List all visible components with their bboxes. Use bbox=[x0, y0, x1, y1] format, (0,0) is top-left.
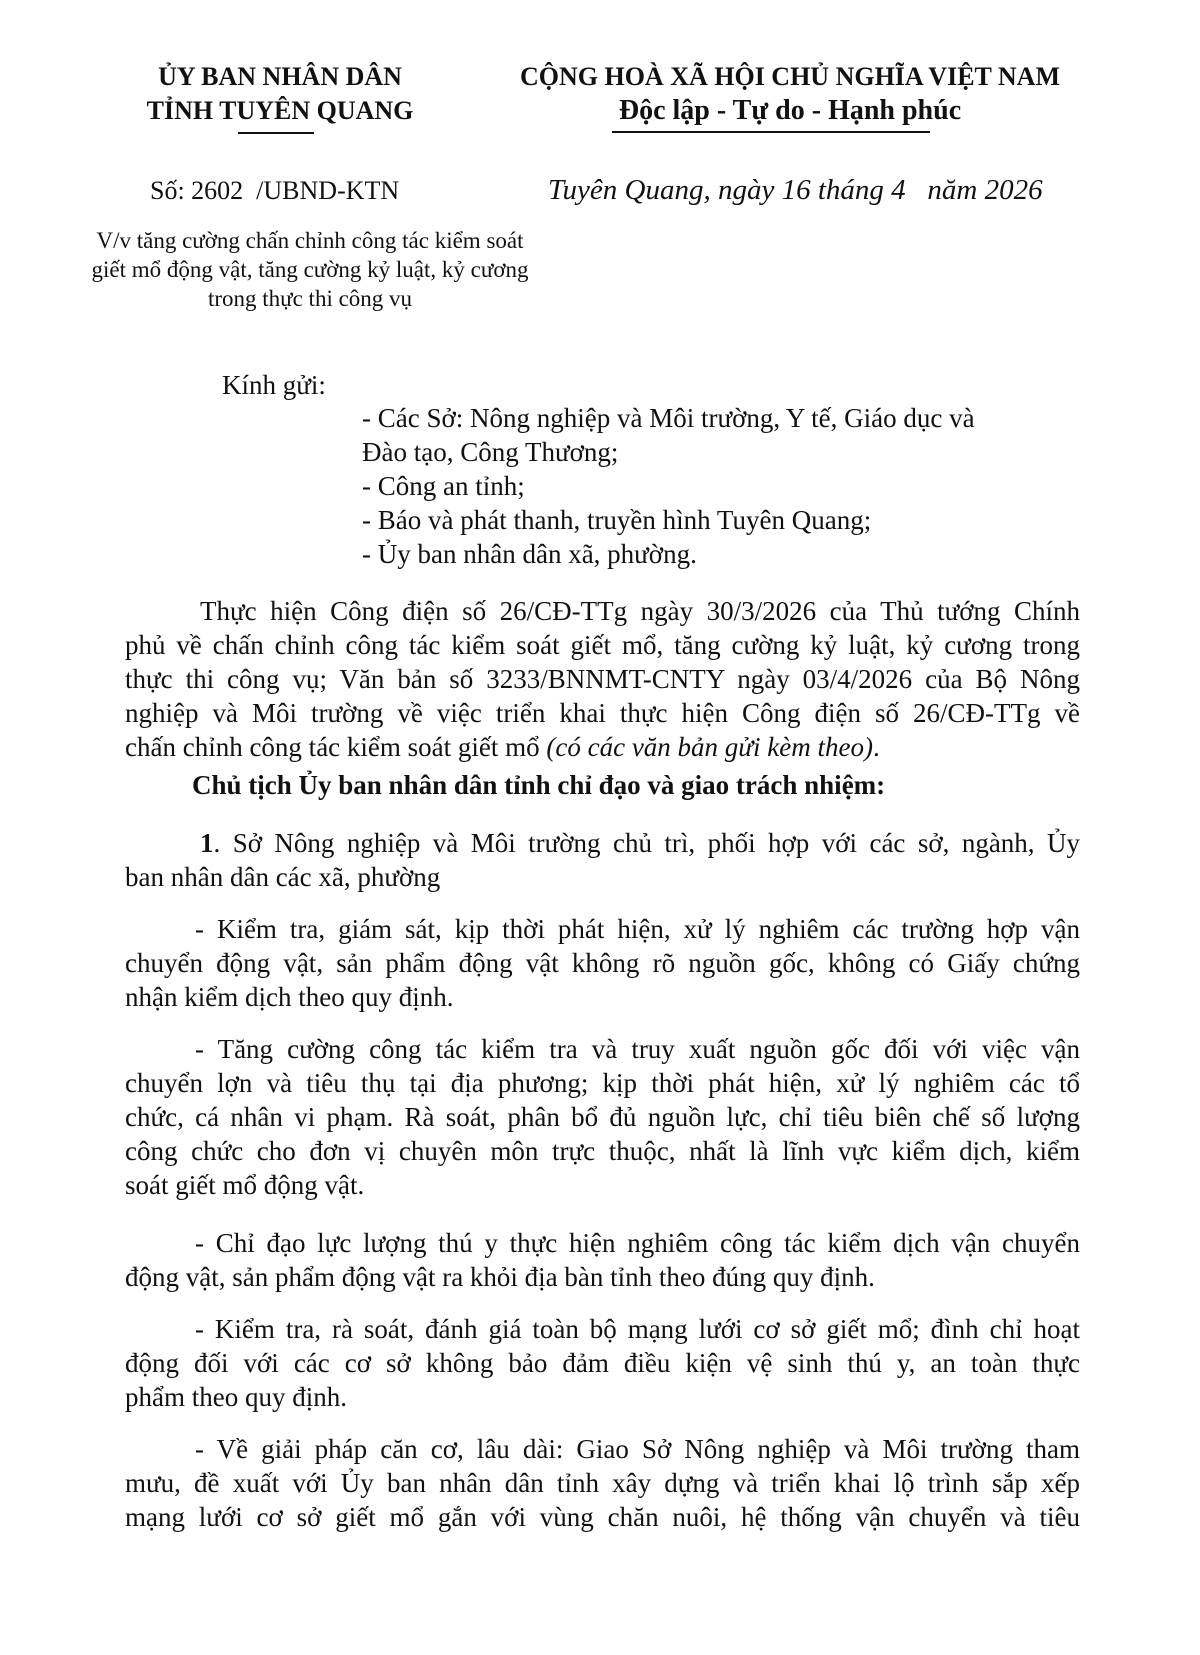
paragraph-line: chuyển động vật, sản phẩm động vật không rõ nguồn gốc, không có Giấy chứng bbox=[125, 948, 1080, 978]
agency-name-line1: ỦY BAN NHÂN DÂN bbox=[158, 62, 402, 91]
item-number: 1 bbox=[200, 828, 214, 858]
bullet-paragraph bbox=[125, 1032, 1080, 1202]
recipient-item: - Công an tỉnh; bbox=[362, 471, 525, 501]
paragraph-line: chuyển lợn và tiêu thụ tại địa phương; kịp thời phát hiện, xử lý nghiêm các tổ bbox=[125, 1068, 1080, 1098]
paragraph-line: soát giết mổ động vật. bbox=[125, 1170, 365, 1200]
intro-paragraph bbox=[125, 594, 1080, 764]
paragraph-line: phẩm theo quy định. bbox=[125, 1382, 347, 1412]
paragraph-line bbox=[125, 730, 1080, 764]
paragraph-line: công chức cho đơn vị chuyên môn trực thuộc, nhất là lĩnh vực kiểm dịch, kiểm bbox=[125, 1136, 1080, 1166]
agency-underline bbox=[238, 132, 314, 134]
paragraph-line: - Chỉ đạo lực lượng thú y thực hiện nghiêm công tác kiểm dịch vận chuyển bbox=[195, 1228, 1080, 1258]
paragraph-line: chức, cá nhân vi phạm. Rà soát, phân bổ đủ nguồn lực, chỉ tiêu biên chế số lượng bbox=[125, 1102, 1080, 1132]
recipient-item: - Các Sở: Nông nghiệp và Môi trường, Y tế, Giáo dục và bbox=[362, 403, 975, 433]
bullet-paragraph bbox=[125, 1432, 1080, 1534]
recipient-item: Đào tạo, Công Thương; bbox=[362, 437, 619, 467]
recipient-item: - Ủy ban nhân dân xã, phường. bbox=[362, 539, 697, 569]
issuing-agency bbox=[130, 60, 430, 128]
subject-line: trong thực thi công vụ bbox=[207, 286, 413, 311]
paragraph-line: thực thi công vụ; Văn bản số 3233/BNNMT-CNTY ngày 03/4/2026 của Bộ Nông bbox=[125, 664, 1080, 694]
nation-name: CỘNG HOÀ XÃ HỘI CHỦ NGHĨA VIỆT NAM bbox=[519, 62, 1061, 91]
subject-line: giết mổ động vật, tăng cường kỷ luật, kỷ cương bbox=[91, 257, 529, 282]
bullet-paragraph bbox=[125, 912, 1080, 1014]
paragraph-line: phủ về chấn chỉnh công tác kiểm soát giết mổ, tăng cường kỷ luật, kỷ cương trong bbox=[125, 630, 1080, 660]
item-1 bbox=[125, 826, 1080, 894]
paragraph-line: - Về giải pháp căn cơ, lâu dài: Giao Sở Nông nghiệp và Môi trường tham bbox=[195, 1434, 1080, 1464]
national-motto: Độc lập - Tự do - Hạnh phúc bbox=[618, 95, 962, 126]
place-date: Tuyên Quang, ngày 16 tháng 4 năm 2026 bbox=[548, 174, 1043, 206]
recipients-list bbox=[362, 401, 975, 571]
paragraph-line: ban nhân dân các xã, phường bbox=[125, 862, 441, 892]
intro-text: chấn chỉnh công tác kiểm soát giết mổ bbox=[125, 732, 547, 762]
paragraph-line: mưu, đề xuất với Ủy ban nhân dân tỉnh xây dựng và triển khai lộ trình sắp xếp bbox=[125, 1468, 1080, 1498]
attachment-note: (có các văn bản gửi kèm theo) bbox=[546, 732, 873, 762]
document-number: Số: 2602 /UBND-KTN bbox=[150, 176, 400, 205]
paragraph-line: - Kiểm tra, giám sát, kịp thời phát hiện, xử lý nghiêm các trường hợp vận bbox=[195, 914, 1080, 944]
subject-line: V/v tăng cường chấn chỉnh công tác kiểm soát bbox=[96, 228, 524, 253]
bullet-paragraph bbox=[125, 1312, 1080, 1414]
item-text: . Sở Nông nghiệp và Môi trường chủ trì, phối hợp với các sở, ngành, Ủy bbox=[213, 828, 1080, 858]
recipients-label: Kính gửi: bbox=[222, 370, 326, 400]
directive-heading: Chủ tịch Ủy ban nhân dân tỉnh chỉ đạo và giao trách nhiệm: bbox=[192, 770, 886, 800]
paragraph-line bbox=[125, 826, 1080, 860]
paragraph-line: động vật, sản phẩm động vật ra khỏi địa bàn tỉnh theo đúng quy định. bbox=[125, 1262, 875, 1292]
intro-period: . bbox=[872, 732, 880, 762]
motto-underline bbox=[612, 131, 930, 133]
paragraph-line: nghiệp và Môi trường về việc triển khai thực hiện Công điện số 26/CĐ-TTg về bbox=[125, 698, 1080, 728]
bullet-paragraph bbox=[125, 1226, 1080, 1294]
national-header bbox=[510, 60, 1070, 128]
paragraph-line: Thực hiện Công điện số 26/CĐ-TTg ngày 30/3/2026 của Thủ tướng Chính bbox=[200, 596, 1080, 626]
paragraph-line: - Kiểm tra, rà soát, đánh giá toàn bộ mạng lưới cơ sở giết mổ; đình chỉ hoạt bbox=[195, 1314, 1080, 1344]
paragraph-line: nhận kiểm dịch theo quy định. bbox=[125, 982, 454, 1012]
paragraph-line: động đối với các cơ sở không bảo đảm điều kiện vệ sinh thú y, an toàn thực bbox=[125, 1348, 1080, 1378]
recipient-item: - Báo và phát thanh, truyền hình Tuyên Quang; bbox=[362, 505, 872, 535]
document-subject bbox=[45, 226, 575, 313]
paragraph-line: mạng lưới cơ sở giết mổ gắn với vùng chăn nuôi, hệ thống vận chuyển và tiêu bbox=[125, 1502, 1080, 1532]
paragraph-line: - Tăng cường công tác kiểm tra và truy xuất nguồn gốc đối với việc vận bbox=[195, 1034, 1080, 1064]
agency-name-line2: TỈNH TUYÊN QUANG bbox=[146, 96, 414, 125]
